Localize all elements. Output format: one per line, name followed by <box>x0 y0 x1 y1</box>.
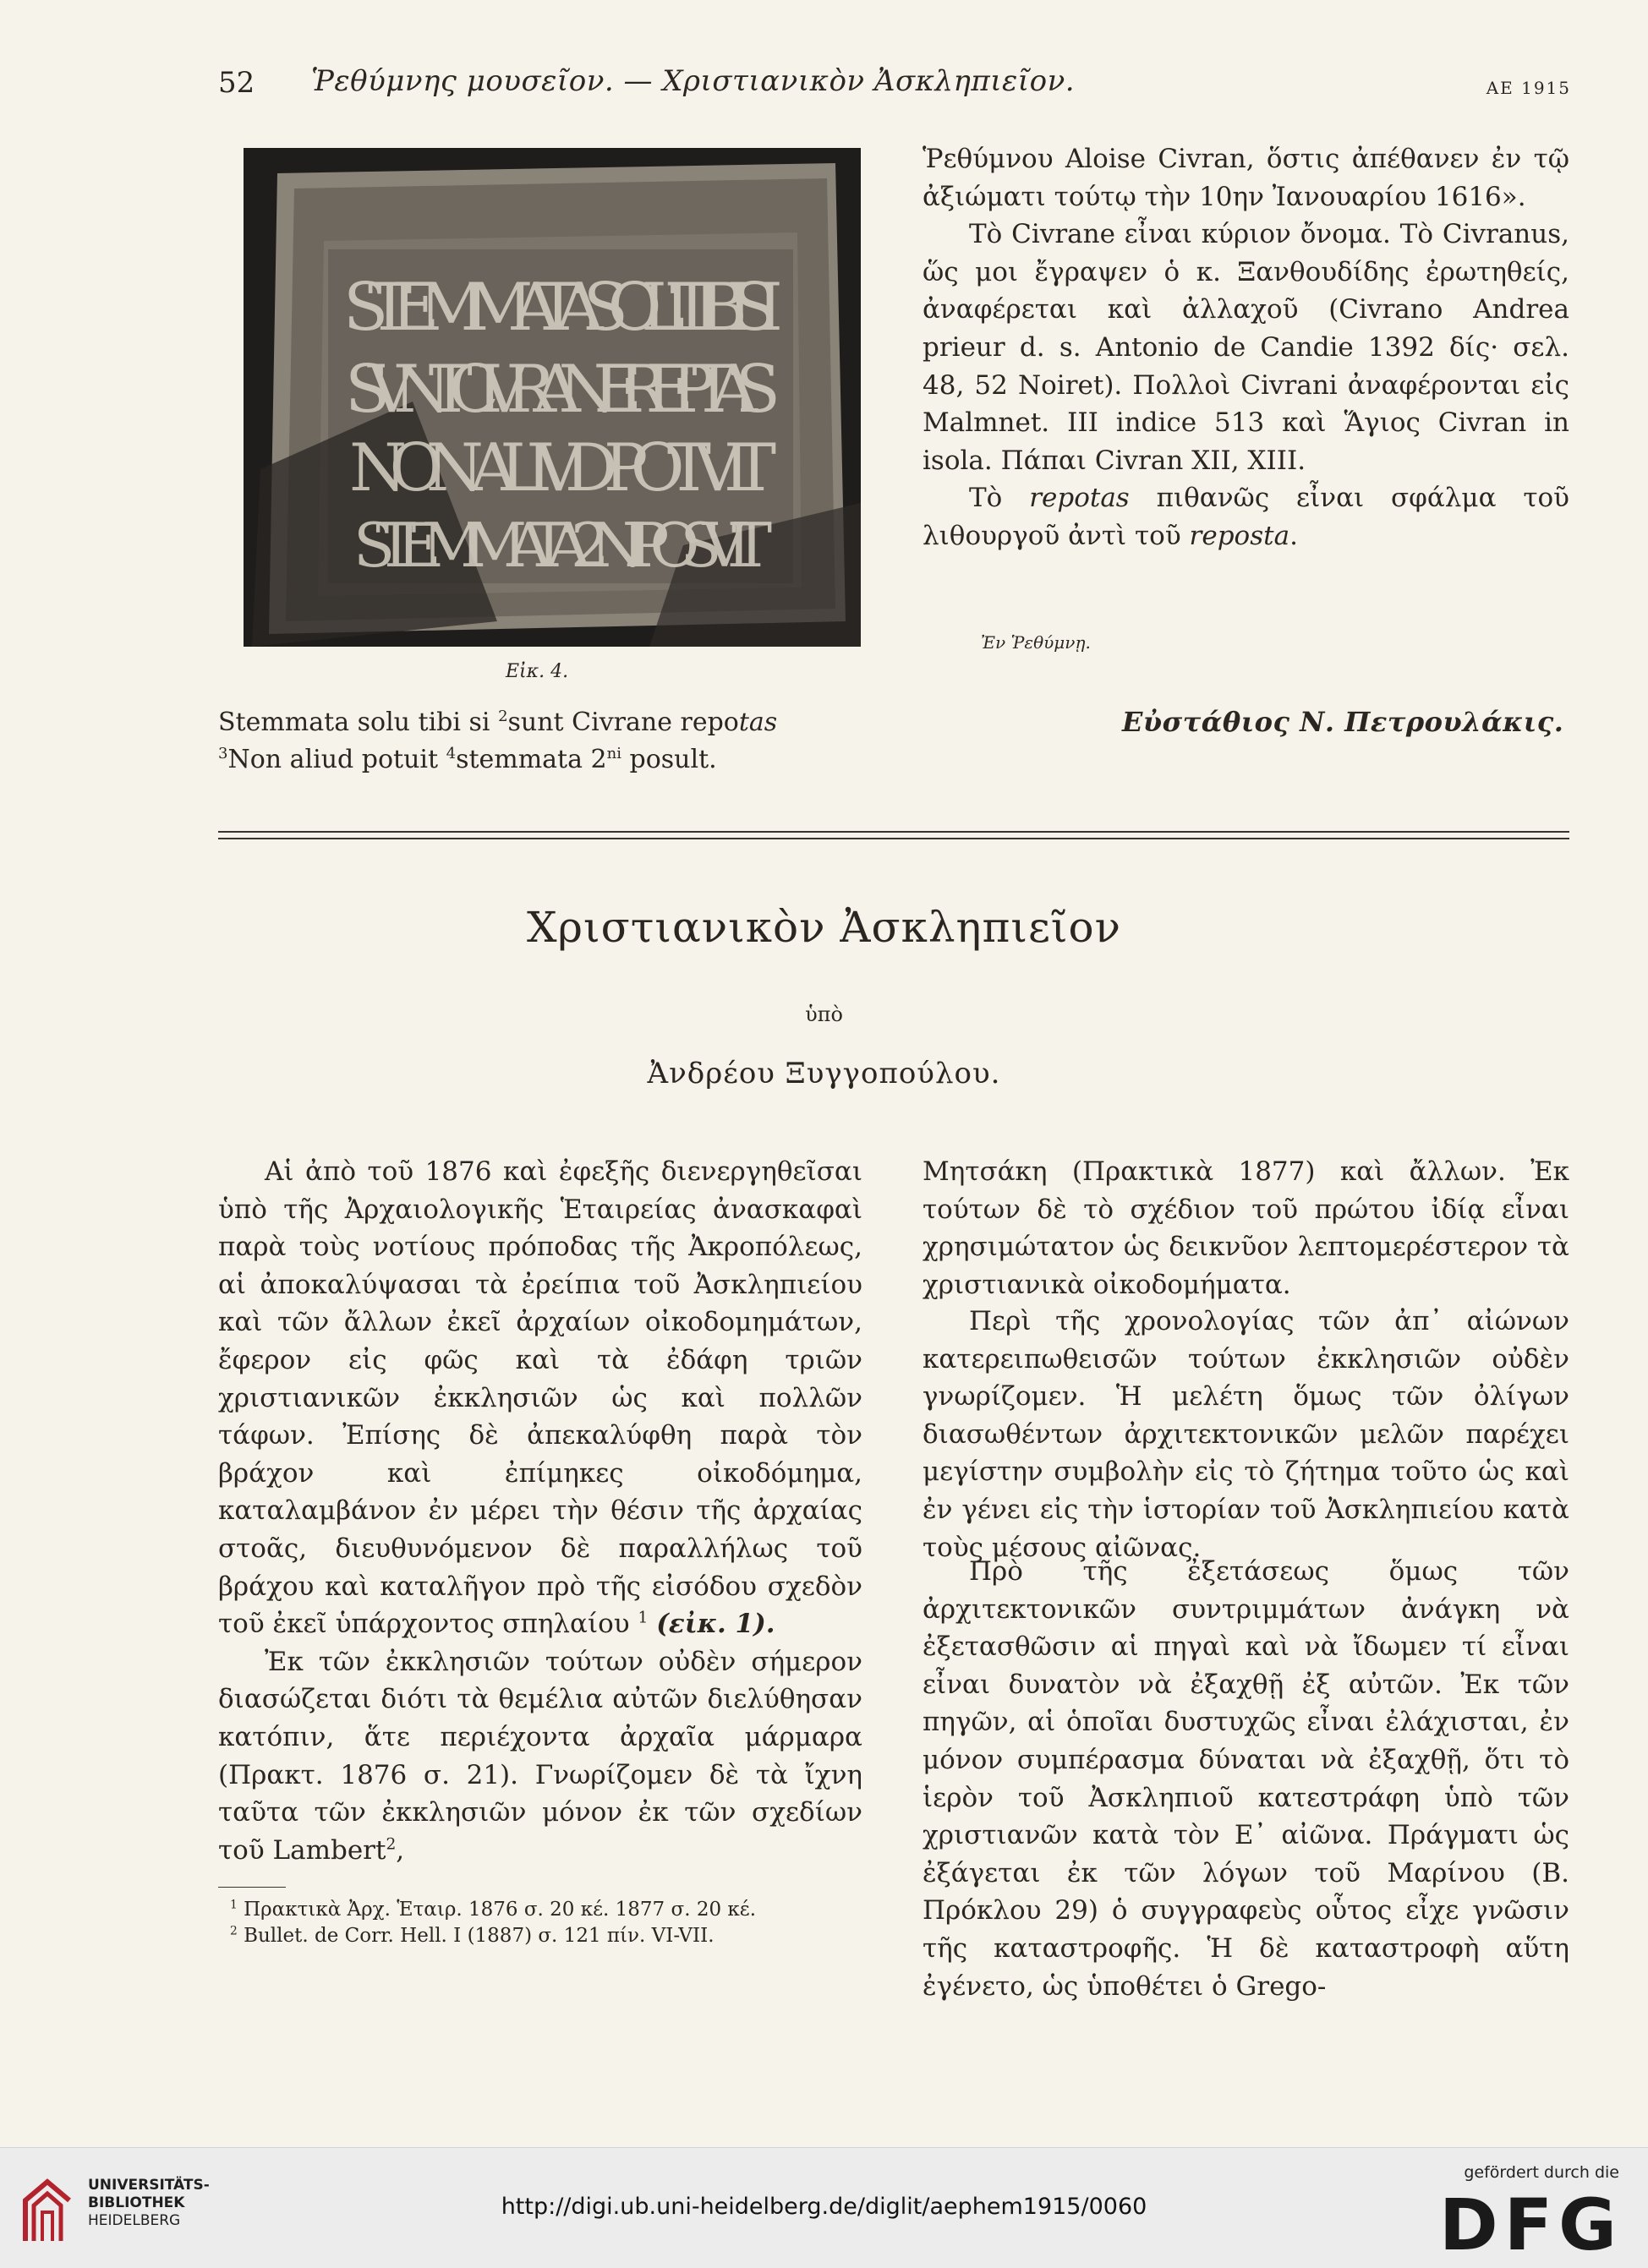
footnote-mark: 2 <box>230 1924 238 1938</box>
footnote-ref: 2 <box>386 1835 397 1854</box>
permalink-url[interactable]: http://digi.ub.uni-heidelberg.de/diglit/aephem1915/0060 <box>501 2194 1147 2220</box>
paragraph: Περὶ τῆς χρονολογίας τῶν ἀπ᾽ αἰώνων κατερειπωθεισῶν τούτων ἐκκλησιῶν οὐδὲν γνωρίζομεν. Ἡ μελέτη ὅμως τῶν ὀλίγων διασωθέντων ἀρχιτεκτονικῶν μελῶν παρέχει μεγίστην συμβολὴν εἰς τὸ ζήτημα τοῦτο ὡς καὶ ἐν γένει εἰς τὴν ἱστορίαν τοῦ Ἀσκληπιείου κατὰ τοὺς μέσους αἰῶνας. <box>923 1306 1569 1563</box>
right-column <box>923 1303 1569 1566</box>
funding-note: gefördert durch die <box>1464 2163 1619 2182</box>
author-signature: Εὐστάθιος Ν. Πετρουλάκις. <box>1122 706 1564 738</box>
footnote <box>230 1897 873 1923</box>
superscript: 4 <box>446 745 457 762</box>
library-name-line: HEIDELBERG <box>88 2212 181 2229</box>
article-author: Ἀνδρέου Ξυγγοπούλου. <box>647 1057 1001 1090</box>
superscript: ni <box>606 745 621 762</box>
dfg-logo-text: DFG <box>1439 2189 1617 2256</box>
viewer-footer <box>0 2147 1648 2268</box>
top-right-text <box>923 140 1569 555</box>
paragraph <box>218 1153 862 1643</box>
inscription-transcription <box>218 704 861 779</box>
article-title: Χριστιανικὸν Ἀσκληπιεῖον <box>526 903 1121 952</box>
text-run: Αἱ ἀπὸ τοῦ 1876 καὶ ἐφεξῆς διενεργηθεῖσαι ὑπὸ τῆς Ἀρχαιολογικῆς Ἑταιρείας ἀνασκαφαὶ παρὰ τοὺς νοτίους πρόποδας τῆς Ἀκροπόλεως, αἱ ἀποκαλύψασαι τὰ ἐρείπια τοῦ Ἀσκληπιείου καὶ τῶν ἄλλων ἐκεῖ ἀρχαίων οἰκοδομημάτων, ἔφερον εἰς φῶς καὶ τὰ ἐδάφη τριῶν χριστιανικῶν ἐκκλησιῶν ὡς καὶ πολλῶν τάφων. Ἐπίσης δὲ ἀπεκαλύφθη παρὰ τὸν βράχον καὶ ἐπίμηκες οἰκοδόμημα, καταλαμβάνον ἐν μέρει τὴν θέσιν τῆς ἀρχαίας στοᾶς, διευθυνόμενον δὲ παραλλήλως τοῦ βράχου καὶ καταλῆγον πρὸ τῆς εἰσόδου σχεδὸν τοῦ ἐκεῖ ὑπάρχοντος σπηλαίου <box>218 1156 862 1640</box>
paragraph <box>218 1643 862 1870</box>
place-line: Ἐν Ῥεθύμνῃ. <box>981 632 1091 653</box>
section-divider <box>218 831 1569 833</box>
paragraph: Πρὸ τῆς ἐξετάσεως ὅμως τῶν ἀρχιτεκτονικῶν συντριμμάτων ἀνάγκη νὰ ἐξετασθῶσιν αἱ πηγαὶ καὶ νὰ ἴδωμεν τί εἶναι εἶναι δυνατὸν νὰ ἐξαχθῇ ἐξ αὐτῶν. Ἐκ τῶν πηγῶν, αἱ ὁποῖαι δυστυχῶς εἶναι ἐλάχισται, ἐν μόνον συμπέρασμα δύναται νὰ ἐξαχθῇ, ὅτι τὸ ἱερὸν τοῦ Ἀσκληπιοῦ κατεστράφη ὑπὸ τῶν χριστιανῶν κατὰ τὸν Ε᾽ αἰῶνα. Πράγματι ὡς ἐξάγεται ἐκ τῶν λόγων τοῦ Μαρίνου (Β. Πρόκλου 29) ὁ συγγραφεὺς οὗτος εἶχε γνῶσιν τῆς καταστροφῆς. Ἡ δὲ καταστροφὴ αὕτη ἐγένετο, ὡς ὑποθέτει ὁ Grego- <box>923 1556 1569 2002</box>
text-run: πιθανῶς εἶναι σφάλμα τοῦ λιθουργοῦ ἀντὶ τοῦ <box>923 483 1570 551</box>
left-column <box>218 1153 862 1869</box>
footnote-divider <box>218 1887 286 1888</box>
footnote-text: Bullet. de Corr. Hell. I (1887) σ. 121 πίν. VI-VII. <box>244 1925 714 1947</box>
right-column <box>923 1553 1569 2005</box>
text-run: Τὸ <box>969 483 1003 514</box>
text-run: Stemmata solu tibi si <box>218 708 490 737</box>
italic-term: tas <box>738 708 778 737</box>
dfg-logo-icon[interactable] <box>1439 2189 1621 2256</box>
figure-reference: (εἰκ. 1). <box>656 1609 775 1640</box>
byline-preposition: ὑπὸ <box>805 1003 843 1026</box>
inscription-photo <box>244 148 861 647</box>
text-run: Non aliud potuit <box>227 745 439 774</box>
text-run: posult. <box>621 745 717 774</box>
italic-term: repotas <box>1029 483 1130 514</box>
text-run: stemmata 2 <box>456 745 607 774</box>
inscription-line-3: NON ALIVD POTVIT <box>349 430 776 506</box>
right-column <box>923 1153 1569 1303</box>
footnote-mark: 1 <box>230 1898 238 1912</box>
section-divider <box>218 838 1569 839</box>
library-name-line: UNIVERSITÄTS- <box>88 2177 210 2194</box>
inscription-line-2: SVNT CIVRANE REP TAS <box>345 352 780 428</box>
footnote <box>230 1923 873 1949</box>
inscription-line-4: STEMMATA 2NI POSVIT <box>353 510 772 581</box>
inscription-photo-image <box>244 148 861 647</box>
paragraph: Μητσάκη (Πρακτικὰ 1877) καὶ ἄλλων. Ἐκ τούτων δὲ τὸ σχέδιον τοῦ πρώτου ἰδίᾳ εἶναι χρησιμώτατον ὡς δεικνῦον λεπτομερέστερον τὰ χριστιανικὰ οἰκοδομήματα. <box>923 1156 1569 1300</box>
transcription-line <box>218 741 861 779</box>
footnote-ref: 1 <box>638 1609 649 1627</box>
footnotes <box>230 1897 873 1949</box>
running-title: Ῥεθύμνης μουσεῖον. — Χριστιανικὸν Ἀσκληπιεῖον. <box>311 64 1076 98</box>
page-number: 52 <box>218 66 255 100</box>
text-run: . <box>1289 520 1298 551</box>
footnote-text: Πρακτικὰ Ἀρχ. Ἑταιρ. 1876 σ. 20 κέ. 1877 σ. 20 κέ. <box>244 1899 756 1921</box>
figure-caption: Εἰκ. 4. <box>506 661 569 682</box>
paragraph: Ῥεθύμνου Aloise Civran, ὅστις ἀπέθανεν ἐν τῷ ἀξιώματι τούτῳ τὴν 10ην Ἰανουαρίου 1616». <box>923 144 1569 212</box>
inscription-line-1: STEMMATA SOLI TIBI SI <box>343 270 783 346</box>
paragraph <box>923 479 1569 555</box>
paragraph: Τὸ Civrane εἶναι κύριον ὄνομα. Τὸ Civranus, ὥς μοι ἔγραψεν ὁ κ. Ξανθουδίδης ἐρωτηθείς, ἀναφέρεται καὶ ἀλλαχοῦ (Civrano Andrea prieur d. s. Antonio de Candie 1392 δίς· σελ. 48, 52 Noiret). Πολλοὶ Civrani ἀναφέρονται εἰς Malmnet. III indice 513 καὶ Ἅγιος Civran in isola. Πάπαι Civran XII, XIII. <box>923 219 1569 476</box>
transcription-line <box>218 704 861 741</box>
superscript: 2 <box>498 708 508 725</box>
text-run: Ἐκ τῶν ἐκκλησιῶν τούτων οὐδὲν σήμερον διασώζεται διότι τὰ θεμέλια αὐτῶν διελύθησαν κατόπιν, ἅτε περιέχοντα ἀρχαῖα μάρμαρα (Πρακτ. 1876 σ. 21). Γνωρίζομεν δὲ τὰ ἴχνη ταῦτα τῶν ἐκκλησιῶν μόνον ἐκ τῶν σχεδίων τοῦ Lambert <box>218 1646 862 1866</box>
library-name-line: BIBLIOTHEK <box>88 2194 185 2211</box>
text-run: sunt Civrane repo <box>507 708 739 737</box>
running-head <box>218 61 1571 103</box>
text-run: , <box>396 1834 405 1866</box>
italic-term: reposta <box>1189 520 1290 551</box>
superscript: 3 <box>218 745 228 762</box>
journal-tag: ΑΕ 1915 <box>1486 78 1571 98</box>
